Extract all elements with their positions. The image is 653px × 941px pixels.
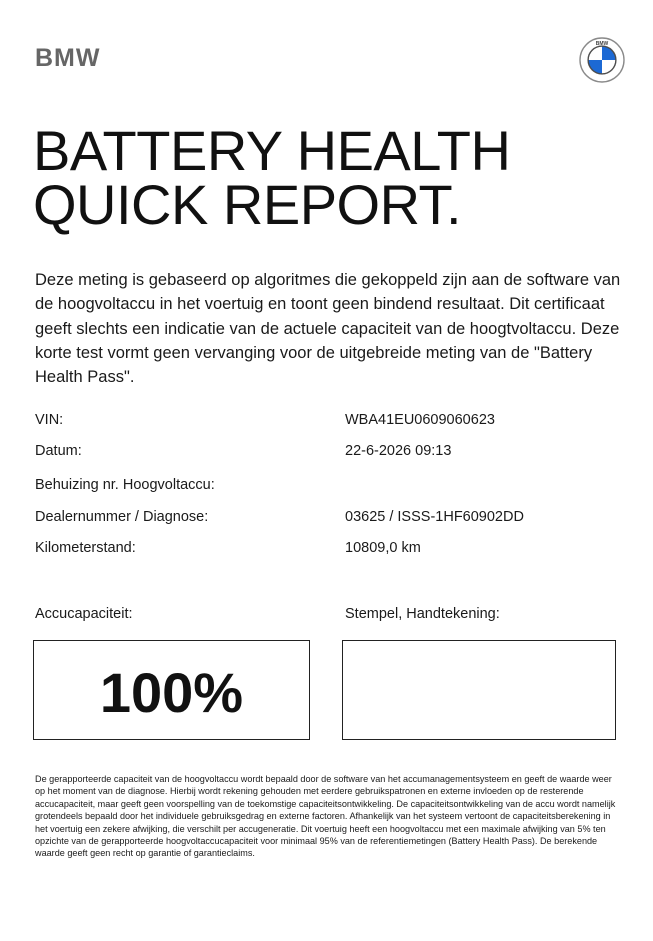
title-line-1: BATTERY HEALTH: [33, 119, 511, 182]
field-row-behuizing: [35, 477, 625, 499]
field-row-dealernummer: [35, 509, 625, 531]
capacity-value: 100%: [99, 661, 244, 724]
field-value: 03625 / ISSS-1HF60902DD: [345, 509, 524, 525]
stamp-label: Stempel, Handtekening:: [345, 606, 500, 622]
field-label: Dealernummer / Diagnose:: [35, 509, 209, 525]
field-label: Behuizing nr. Hoogvoltaccu:: [35, 477, 215, 493]
stamp-signature-box: [342, 640, 616, 740]
field-value: 22-6-2026 09:13: [345, 443, 452, 459]
field-label: Datum:: [35, 443, 82, 459]
field-label: VIN:: [35, 412, 64, 428]
field-row-vin: [35, 412, 625, 434]
brand-wordmark: BMW: [35, 44, 101, 72]
intro-paragraph: Deze meting is gebaseerd op algoritmes die gekoppeld zijn aan de software van de hoogvoltaccu in het voertuig en toont geen bindend resultaat. Dit certificaat geeft slechts een indicatie van de actuele capaciteit van de hoogtvoltaccu. Deze korte test vormt geen vervanging voor de uitgebreide meting van de "Battery Health Pass".: [35, 271, 621, 387]
capacity-box: [33, 640, 310, 740]
title-line-2: QUICK REPORT.: [33, 173, 462, 236]
capacity-label: Accucapaciteit:: [35, 606, 133, 622]
field-row-datum: [35, 443, 625, 465]
field-value: WBA41EU0609060623: [345, 412, 495, 428]
page-title: [33, 119, 511, 236]
bmw-roundel-logo: [579, 37, 625, 83]
field-value: 10809,0 km: [345, 540, 421, 556]
logo-lettering: BMW: [595, 41, 609, 47]
field-row-kilometerstand: [35, 540, 625, 562]
disclaimer-footnote: De gerapporteerde capaciteit van de hoogvoltaccu wordt bepaald door de software van het accumanagementsysteem en geeft de waarde weer op het moment van de diagnose. Hierbij wordt rekening gehouden met eerdere gebruikspatronen en externe invloeden op de resterende accucapaciteit, maar geeft geen voorspelling van de toekomstige capaciteitsontwikkeling. De capaciteitsontwikkeling van de accu wordt namelijk grotendeels bepaald door het individuele gebruiksgedrag en externe factoren. Afhankelijk van het systeem vertoont de capaciteitsberekening in het voertuig een zekere afwijking, die verschilt per accugeneratie. Dit voertuig heeft een hoogvoltaccu met een maximale afwijking van 5% ten opzichte van de gerapporteerde hoogvoltaccucapaciteit voor minimaal 95% van de referentiemetingen (Battery Health Pass). De berekende waarde geeft geen recht op garantie of garantieclaims.: [35, 774, 616, 859]
field-label: Kilometerstand:: [35, 540, 136, 556]
